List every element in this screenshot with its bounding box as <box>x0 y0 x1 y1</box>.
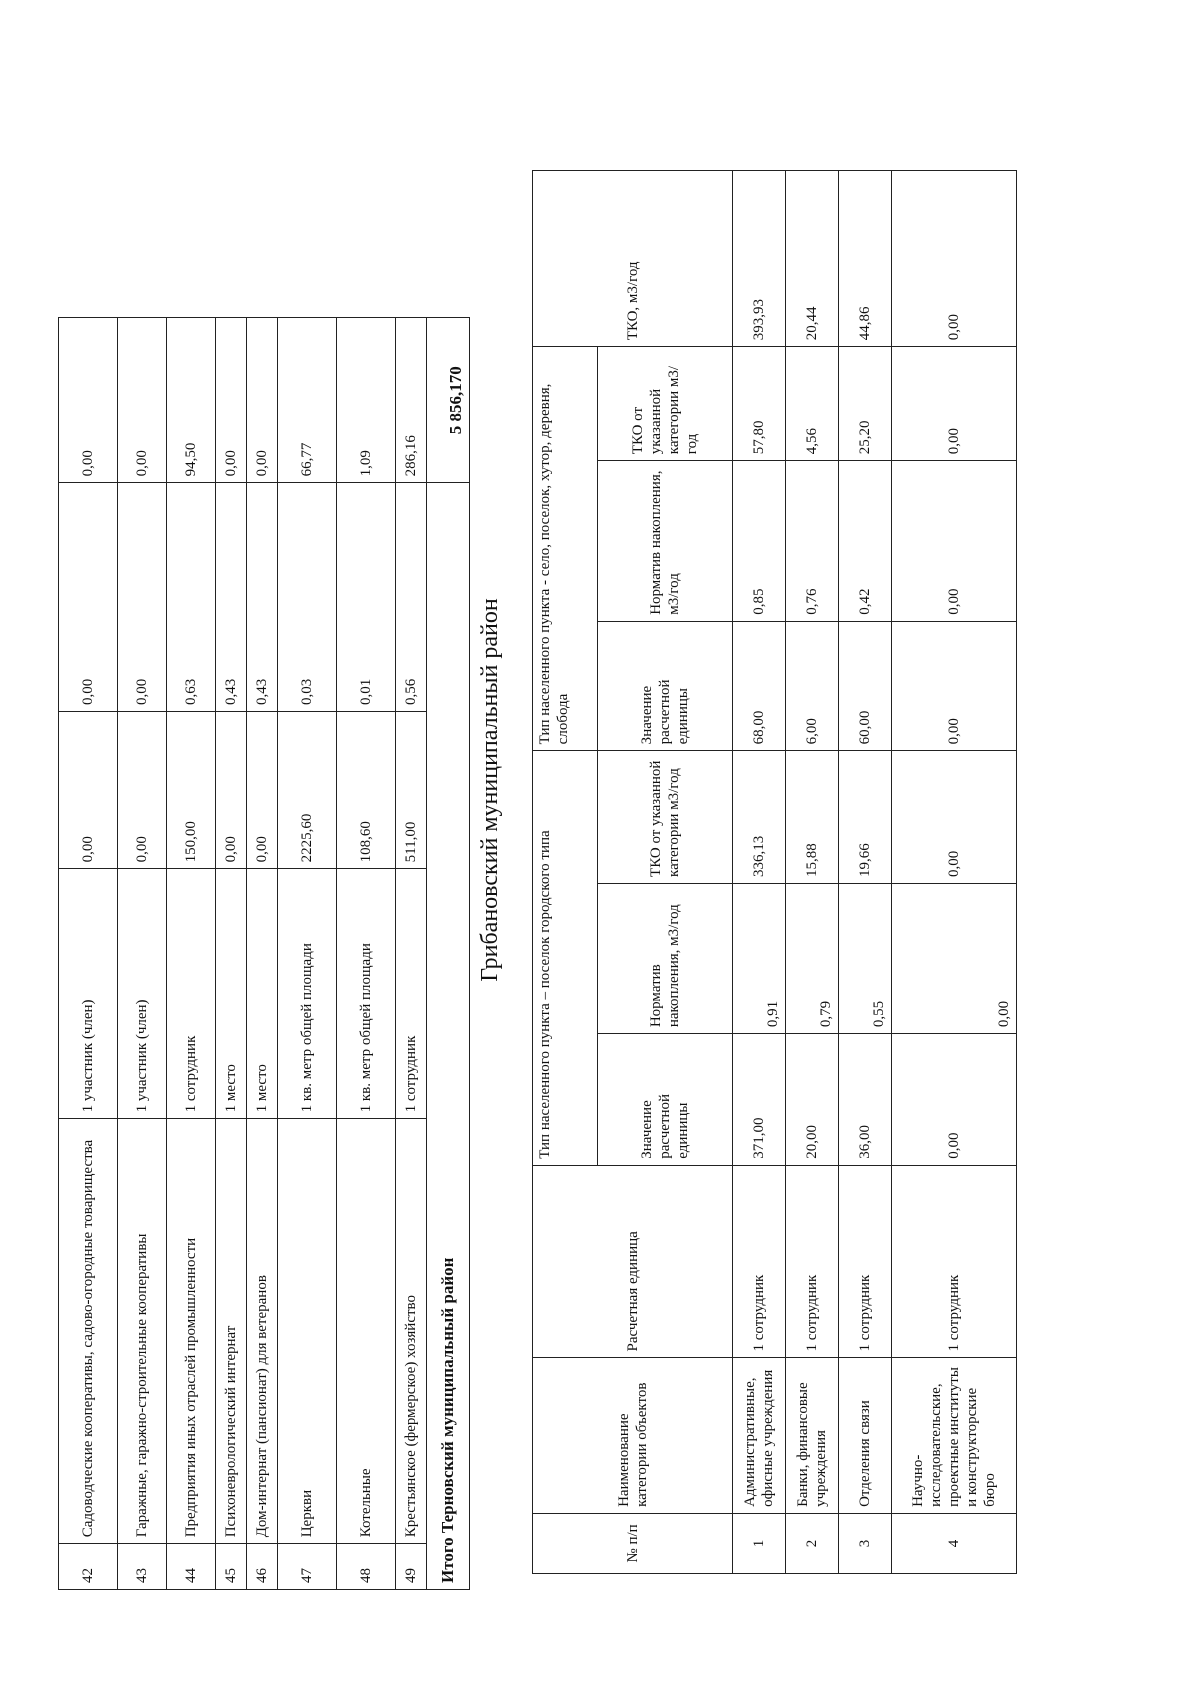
norm-value: 0,00 <box>118 483 167 712</box>
header-value: Значение расчетной единицы <box>598 621 733 751</box>
table-row <box>247 318 278 1590</box>
category-name: Предприятия иных отраслей промышленности <box>167 1119 216 1544</box>
urban-tko: 19,66 <box>839 751 892 884</box>
category-name: Отделения связи <box>839 1358 892 1513</box>
rural-norm: 0,85 <box>733 461 786 622</box>
table-row <box>118 318 167 1590</box>
urban-norm: 0,79 <box>786 883 839 1033</box>
category-name: Психоневрологический интернат <box>216 1119 247 1544</box>
table-row <box>59 318 118 1590</box>
header-norm: Норматив накопления, м3/год <box>598 883 733 1033</box>
rural-norm: 0,76 <box>786 461 839 622</box>
unit: 1 участник (член) <box>118 869 167 1119</box>
unit-value: 2225,60 <box>278 712 337 869</box>
unit: 1 кв. метр общей площади <box>278 869 337 1119</box>
table-row <box>892 171 1017 1574</box>
unit-value: 0,00 <box>59 712 118 869</box>
header-group-rural: Тип населенного пункта - село, поселок, хутор, деревня, слобода <box>533 347 598 751</box>
norm-value: 0,01 <box>337 483 396 712</box>
norm-value: 0,00 <box>59 483 118 712</box>
table-row <box>786 171 839 1574</box>
header-name: Наименование категории объектов <box>533 1358 733 1513</box>
ternovsky-table <box>58 317 470 1590</box>
header-tko: ТКО от указанной категории м3/год <box>598 347 733 461</box>
category-name: Садоводческие кооперативы, садово-огородные товарищества <box>59 1119 118 1544</box>
urban-tko: 0,00 <box>892 751 1017 884</box>
urban-norm: 0,00 <box>892 883 1017 1033</box>
tko-value: 94,50 <box>167 318 216 483</box>
header-value: Значение расчетной единицы <box>598 1034 733 1166</box>
unit: 1 сотрудник <box>786 1165 839 1358</box>
tko-value: 0,00 <box>247 318 278 483</box>
norm-value: 0,43 <box>247 483 278 712</box>
row-number: 4 <box>892 1513 1017 1573</box>
row-number: 45 <box>216 1544 247 1590</box>
total-tko: 393,93 <box>733 171 786 347</box>
unit: 1 кв. метр общей площади <box>337 869 396 1119</box>
unit: 1 сотрудник <box>733 1165 786 1358</box>
header-unit: Расчетная единица <box>533 1165 733 1358</box>
total-value: 5 856,170 <box>427 318 470 483</box>
tko-value: 286,16 <box>396 318 427 483</box>
unit-value: 0,00 <box>247 712 278 869</box>
rural-value: 6,00 <box>786 621 839 751</box>
unit-value: 108,60 <box>337 712 396 869</box>
header-row <box>533 171 598 1574</box>
row-number: 1 <box>733 1513 786 1573</box>
section-heading: Грибановский муниципальный район <box>477 598 503 982</box>
tko-value: 66,77 <box>278 318 337 483</box>
rural-tko: 0,00 <box>892 347 1017 461</box>
header-total: ТКО, м3/год <box>533 171 733 347</box>
tko-value: 0,00 <box>118 318 167 483</box>
unit: 1 место <box>216 869 247 1119</box>
rural-tko: 57,80 <box>733 347 786 461</box>
table-row <box>396 318 427 1590</box>
category-name: Дом-интернат (пансионат) для ветеранов <box>247 1119 278 1544</box>
rural-value: 60,00 <box>839 621 892 751</box>
total-label: Итого Терновский муниципальный район <box>427 869 470 1590</box>
header-norm: Норматив накопления, м3/год <box>598 461 733 622</box>
header-tko: ТКО от указанной категории м3/год <box>598 751 733 884</box>
unit-value: 0,00 <box>118 712 167 869</box>
unit-value: 150,00 <box>167 712 216 869</box>
total-tko: 0,00 <box>892 171 1017 347</box>
unit: 1 сотрудник <box>892 1165 1017 1358</box>
unit-value: 0,00 <box>216 712 247 869</box>
table-2-wrapper <box>532 170 1012 1574</box>
unit: 1 сотрудник <box>839 1165 892 1358</box>
tko-value: 0,00 <box>59 318 118 483</box>
row-number: 42 <box>59 1544 118 1590</box>
row-number: 43 <box>118 1544 167 1590</box>
tko-value: 0,00 <box>216 318 247 483</box>
rural-value: 0,00 <box>892 621 1017 751</box>
urban-value: 36,00 <box>839 1034 892 1166</box>
table-row <box>216 318 247 1590</box>
norm-value: 0,56 <box>396 483 427 712</box>
urban-value: 0,00 <box>892 1034 1017 1166</box>
table-row <box>337 318 396 1590</box>
row-number: 46 <box>247 1544 278 1590</box>
table-1-wrapper <box>58 317 465 1590</box>
total-spacer <box>427 712 470 869</box>
heading-wrapper <box>470 440 510 1140</box>
category-name: Научно-исследовательские, проектные институты и конструкторские бюро <box>892 1358 1017 1513</box>
norm-value: 0,63 <box>167 483 216 712</box>
total-tko: 44,86 <box>839 171 892 347</box>
rural-tko: 4,56 <box>786 347 839 461</box>
row-number: 49 <box>396 1544 427 1590</box>
rural-tko: 25,20 <box>839 347 892 461</box>
unit-value: 511,00 <box>396 712 427 869</box>
row-number: 48 <box>337 1544 396 1590</box>
category-name: Гаражные, гаражно-строительные кооперативы <box>118 1119 167 1544</box>
urban-value: 371,00 <box>733 1034 786 1166</box>
row-number: 2 <box>786 1513 839 1573</box>
unit: 1 сотрудник <box>167 869 216 1119</box>
category-name: Административные, офисные учреждения <box>733 1358 786 1513</box>
table-row <box>278 318 337 1590</box>
category-name: Крестьянское (фермерское) хозяйство <box>396 1119 427 1544</box>
row-number: 3 <box>839 1513 892 1573</box>
urban-norm: 0,91 <box>733 883 786 1033</box>
tko-value: 1,09 <box>337 318 396 483</box>
total-tko: 20,44 <box>786 171 839 347</box>
unit: 1 место <box>247 869 278 1119</box>
row-number: 44 <box>167 1544 216 1590</box>
table-row <box>733 171 786 1574</box>
unit: 1 участник (член) <box>59 869 118 1119</box>
total-spacer <box>427 483 470 712</box>
rural-norm: 0,42 <box>839 461 892 622</box>
category-name: Котельные <box>337 1119 396 1544</box>
category-name: Церкви <box>278 1119 337 1544</box>
norm-value: 0,43 <box>216 483 247 712</box>
gribanovsky-table <box>532 170 1017 1574</box>
total-row <box>427 318 470 1590</box>
unit: 1 сотрудник <box>396 869 427 1119</box>
urban-norm: 0,55 <box>839 883 892 1033</box>
row-number: 47 <box>278 1544 337 1590</box>
table-row <box>167 318 216 1590</box>
header-group-urban: Тип населенного пункта – поселок городского типа <box>533 751 598 1165</box>
rural-value: 68,00 <box>733 621 786 751</box>
category-name: Банки, финансовые учреждения <box>786 1358 839 1513</box>
norm-value: 0,03 <box>278 483 337 712</box>
rural-norm: 0,00 <box>892 461 1017 622</box>
header-num: № п/п <box>533 1513 733 1573</box>
urban-tko: 336,13 <box>733 751 786 884</box>
table-row <box>839 171 892 1574</box>
urban-tko: 15,88 <box>786 751 839 884</box>
urban-value: 20,00 <box>786 1034 839 1166</box>
